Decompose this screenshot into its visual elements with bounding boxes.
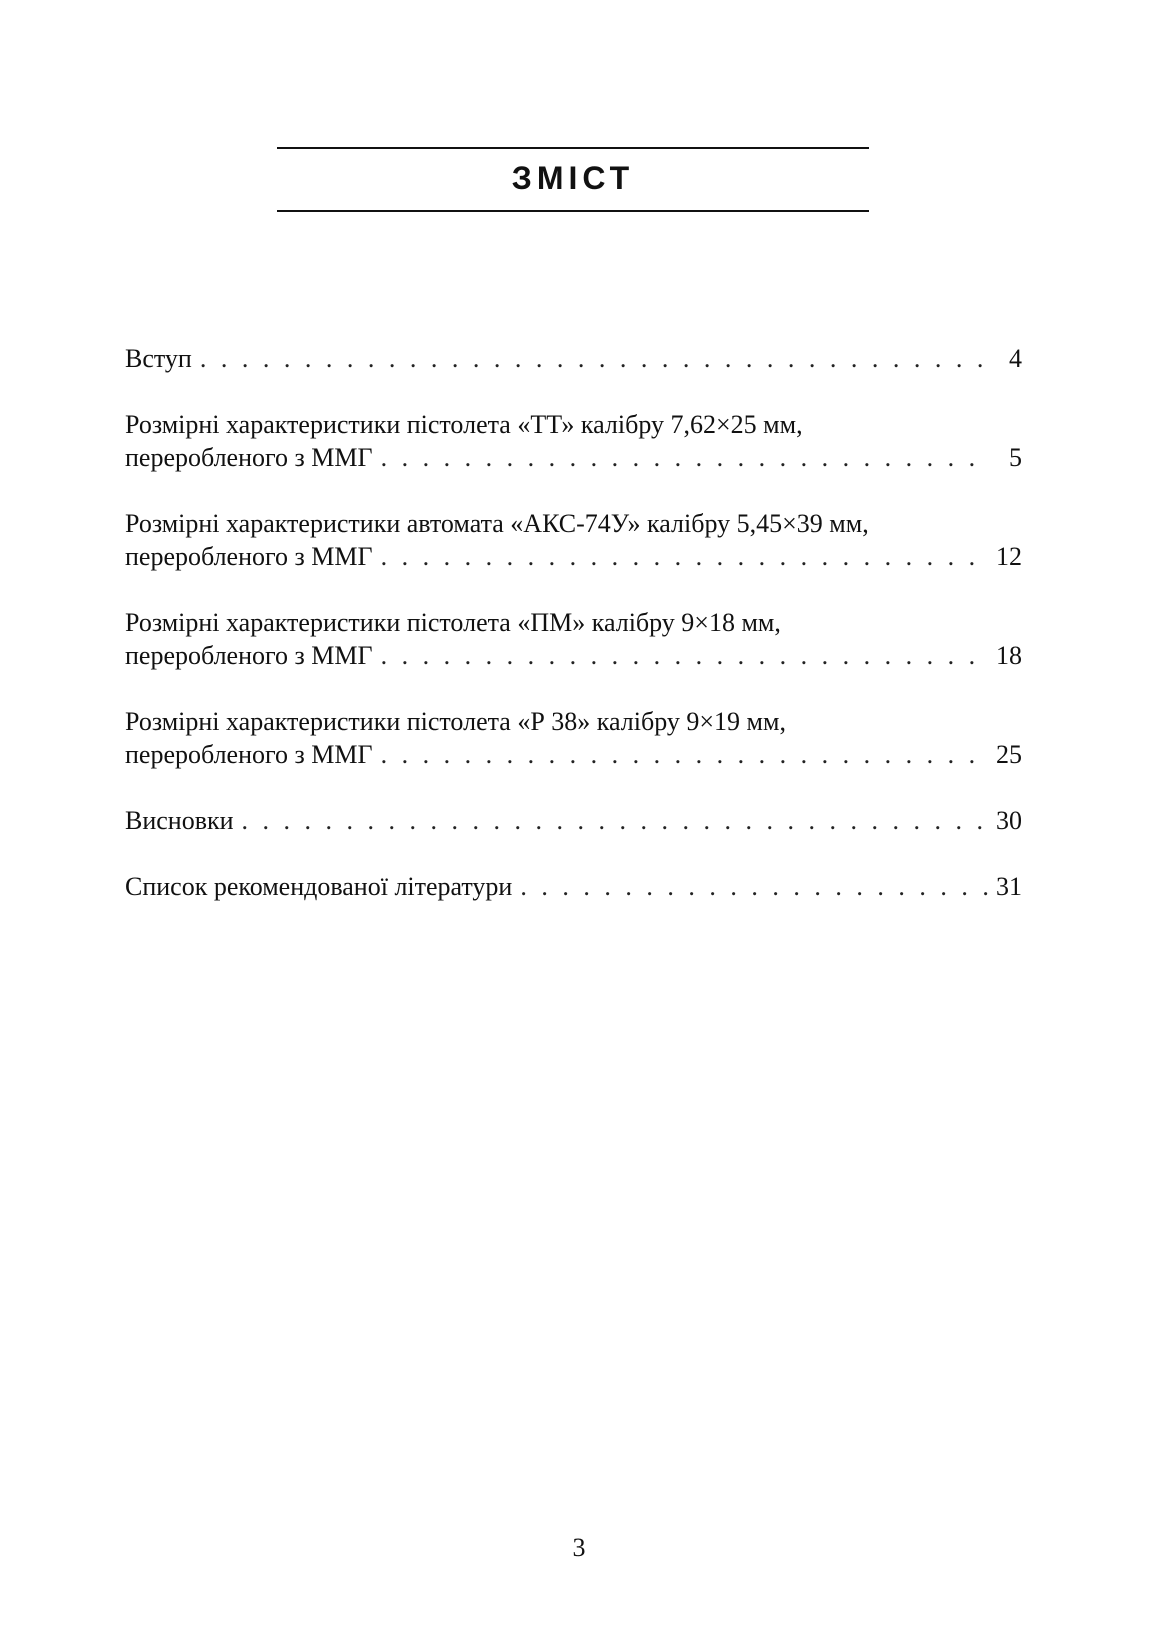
toc-entry-line [125, 342, 1022, 375]
toc-page-number: 30 [996, 806, 1022, 835]
title-bottom-rule [277, 210, 869, 212]
toc-entry-p38-pistol[interactable] [125, 705, 1022, 771]
toc-entry-title-line: Розмірні характеристики пістолета «Р 38» калібру 9×19 мм, [125, 707, 786, 736]
page-number: 3 [572, 1533, 586, 1562]
toc-entry-title-continuation: переробленого з ММГ [125, 641, 373, 670]
toc-entry-title: Вступ [125, 344, 192, 373]
toc-page-number: 5 [1009, 443, 1022, 472]
toc-entry-aks74u[interactable] [125, 507, 1022, 573]
toc-page-number: 4 [1009, 344, 1022, 373]
toc-dot-leader [242, 804, 988, 837]
toc-entry-title-line: Розмірні характеристики пістолета «ТТ» калібру 7,62×25 мм, [125, 410, 803, 439]
toc-entry-introduction[interactable] [125, 342, 1022, 375]
toc-dot-leader [381, 738, 988, 771]
toc-dot-leader [520, 870, 988, 903]
toc-entry-title: Список рекомендованої літератури [125, 872, 513, 901]
toc-dot-leader [381, 639, 988, 672]
toc-entry-references[interactable] [125, 870, 1022, 903]
toc-page-number: 31 [996, 872, 1022, 901]
toc-entry-pm-pistol[interactable] [125, 606, 1022, 672]
toc-entry-line [125, 738, 1022, 771]
toc-entry-line [125, 639, 1022, 672]
toc-dot-leader [200, 342, 988, 375]
page-title: ЗМІСТ [511, 160, 635, 196]
toc-entry-title-continuation: переробленого з ММГ [125, 740, 373, 769]
toc-page-number: 18 [996, 641, 1022, 670]
toc-entry-line [125, 441, 1022, 474]
toc-entry-title-continuation: переробленого з ММГ [125, 542, 373, 571]
table-of-contents [125, 342, 1022, 936]
toc-entry-line [125, 540, 1022, 573]
toc-entry-title-continuation: переробленого з ММГ [125, 443, 373, 472]
toc-dot-leader [381, 540, 988, 573]
title-top-rule [277, 147, 869, 149]
toc-page-number: 12 [996, 542, 1022, 571]
toc-page-number: 25 [996, 740, 1022, 769]
toc-entry-title-line: Розмірні характеристики автомата «АКС-74У» калібру 5,45×39 мм, [125, 509, 869, 538]
toc-entry-title: Висновки [125, 806, 234, 835]
toc-entry-line [125, 870, 1022, 903]
toc-entry-title-line: Розмірні характеристики пістолета «ПМ» калібру 9×18 мм, [125, 608, 781, 637]
toc-entry-line [125, 804, 1022, 837]
toc-entry-tt-pistol[interactable] [125, 408, 1022, 474]
toc-dot-leader [381, 441, 988, 474]
toc-entry-conclusions[interactable] [125, 804, 1022, 837]
